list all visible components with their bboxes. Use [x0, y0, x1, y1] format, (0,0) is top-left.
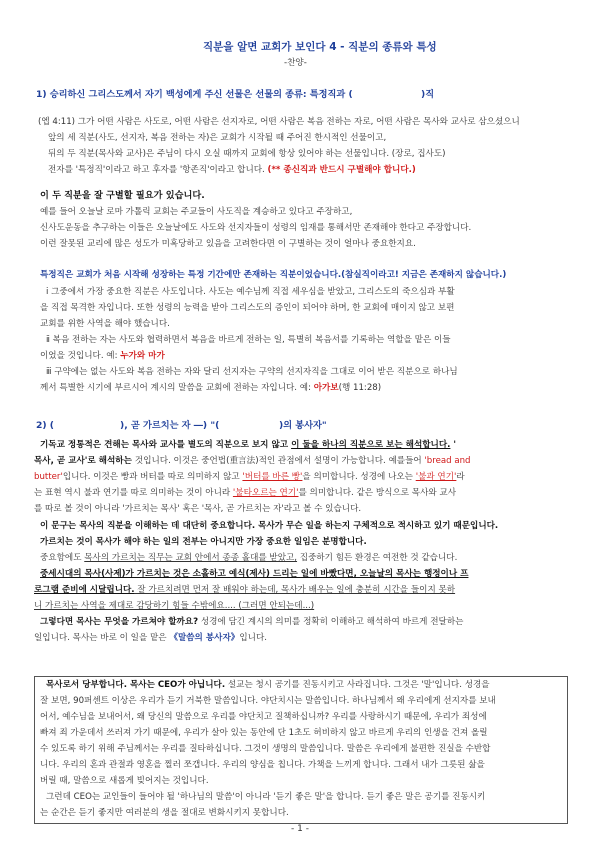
sec2-para-6: 중요함에도 목사의 가르치는 직무는 교회 안에서 종종 홀대를 받았고, 집중하기 힘든 환경은 여전한 것 같습니다. [40, 553, 458, 563]
sec1-para-3: 뒤의 두 직분(목사와 교사)은 주님이 다시 오실 때까지 교회에 항상 있어야 하는 선물입니다. (장로, 집사도) [48, 149, 446, 159]
quote-line-9: 는 순간은 듣기 좋지만 여러분의 생을 절대로 변화시키지 못합니다. [40, 808, 289, 818]
sec1-verse: (엡 4:11) 그가 어떤 사람은 사도로, 어떤 사람은 선지자로, 어떤 사람은 복음 전하는 자로, 어떤 사람은 목사와 교사로 삼으셨으니 [38, 117, 520, 127]
sec1-para-7: 이런 잘못된 교리에 많은 성도가 미혹당하고 있음을 고려한다면 이 구별하는 것이 얼마나 중요한지요. [40, 239, 416, 249]
sec1-para-4: 전자를 '특정직'이라고 하고 후자를 '항존직'이라고 합니다. (** 종신직과 반드시 구별해야 합니다.) [48, 165, 416, 175]
sec2-key-2: 가르치는 것이 목사가 해야 하는 일의 전부는 아니지만 가장 중요한 일임은 분명합니다. [40, 537, 367, 547]
section2-heading-b: ), 곧 가르치는 자 ―) "( [120, 420, 220, 431]
item-iii-line-1: ⅲ 구약에는 없는 사도와 복음 전하는 자와 달리 선지자는 구약의 선지자직을 그대로 이어 받은 직분으로 하나님 [46, 367, 458, 377]
page-subtitle: -찬양- [284, 58, 307, 68]
item-i-line-1: ⅰ 그중에서 가장 중요한 직분은 사도입니다. 사도는 예수님께 직접 세우심을 받았고, 그리스도의 죽으심과 부활 [46, 287, 455, 297]
item-iii-line-2: 께서 특별한 시기에 부르시어 계시의 말씀을 교회에 전하는 자입니다. 예: 아가보(행 11:28) [40, 383, 382, 393]
sec1-heading-2: 이 두 직분을 잘 구별할 필요가 있습니다. [40, 190, 205, 201]
quote-line-6: 니다. 우리의 혼과 관절과 영혼을 찔러 쪼갭니다. 우리의 양심을 칩니다. 가책을 느끼게 합니다. 그래서 내가 그릇된 삶을 [40, 760, 485, 770]
quote-line-5: 수 있도록 하기 위해 주님께서는 우리를 질타하십니다. 그것이 생명의 말씀입니다. 말씀은 우리에게 불편한 진실을 수반합 [40, 744, 491, 754]
sec2-para-4: 는 표현 역시 불과 연기를 따로 의미하는 것이 아니라 '불타오르는 연기'를 의미합니다. 같은 방식으로 목사와 교사 [34, 488, 457, 498]
quote-line-1: 목사로서 당부합니다. 목사는 CEO가 아닙니다. 설교는 청시 공기를 진동시키고 사라집니다. 그것은 '말'입니다. 성경을 [46, 680, 490, 690]
sec2-para-1: 기독교 정통적은 견해는 목사와 교사를 별도의 직분으로 보지 않고 이 둘을 하나의 직분으로 보는 해석합니다. ' [40, 440, 457, 450]
quote-line-3: 어서, 예수님을 보내어서, 왜 당신의 말씀으로 우리를 야단치고 질책하십니까? 우리를 사랑하시기 때문에, 우리가 죄성에 [40, 712, 487, 722]
page-number: - 1 - [291, 824, 309, 834]
sec1-para-6: 신사도운동을 추구하는 이들은 오늘날에도 사도와 선지자들이 성령의 임재를 통해서만 존재해야 한다고 주장합니다. [40, 223, 472, 233]
section2-heading-c: )의 봉사자" [279, 420, 327, 431]
section1-heading-a: 1) 승리하신 그리스도께서 자기 백성에게 주신 선물은 선물의 종류: 특정직과 ( [36, 89, 353, 100]
quote-line-4: 빠져 죄 가운데서 쓰러져 가기 때문에, 우리가 살아 있는 동안에 단 1초도 허비하지 않고 바르게 우리의 인생을 건져 올릴 [40, 728, 488, 738]
item-ii-line-2: 이었을 것입니다. 예: 누가와 마가 [40, 351, 165, 361]
section1-heading-b: )직 [421, 89, 435, 100]
item-i-line-3: 교회를 위한 사역을 해야 했습니다. [40, 319, 170, 329]
sec2-para-7: 중세시대의 목사(사제)가 가르치는 것은 소홀하고 예식(제사) 드리는 일에 바빴다면, 오늘날의 목사는 행정이나 프 [40, 569, 469, 579]
sec1-heading-3: 특정직은 교회가 처음 시작해 성장하는 특정 기간에만 존재하는 직분이었습니다.(참실직이라고! 지금은 존재하지 않습니다.) [40, 270, 507, 280]
page-title: 직분을 알면 교회가 보인다 4 - 직분의 종류와 특성 [203, 41, 437, 53]
item-ii-line-1: ⅱ 복음 전하는 자는 사도와 협력하면서 복음을 바르게 전하는 일, 특별히 복음서를 기록하는 역할을 맡은 이들 [46, 335, 451, 345]
quote-line-8: 그런데 CEO는 교인들이 들어야 될 '하나님의 말씀'이 아니라 '듣기 좋은 말'을 합니다. 듣기 좋은 말은 공기를 진동시키 [46, 792, 486, 802]
sec2-para-10: 그렇다면 목사는 무엇을 가르쳐야 할까요? 성경에 담긴 계시의 의미를 정확히 이해하고 해석하여 바르게 전달하는 [40, 617, 464, 627]
sec2-key-1: 이 문구는 목사의 직분을 이해하는 데 대단히 중요합니다. 목사가 무슨 일을 하는지 구체적으로 적시하고 있기 때문입니다. [40, 521, 499, 531]
sec2-para-8: 로그램 준비에 시달립니다. 잘 가르치려면 먼저 잘 배워야 하는데, 목사가 배우는 일에 충분히 시간을 들이지 못하 [34, 585, 456, 595]
sec2-para-3: butter'입니다. 이것은 빵과 버터를 따로 의미하지 않고 '버터를 바른 빵'을 의미합니다. 성경에 나오는 '불과 연기'라 [34, 472, 465, 482]
item-i-line-2: 을 직접 목격한 자입니다. 또한 성령의 능력을 받아 그리스도의 증인이 되어야 하며, 한 교회에 매이지 않고 보편 [40, 303, 455, 313]
sec1-para-2: 앞의 세 직분(사도, 선지자, 복음 전하는 자)은 교회가 시작될 때 주어진 한시적인 선물이고, [48, 133, 387, 143]
sec2-para-9: 니 가르치는 사역을 제대로 감당하기 힘들 수밖에요.... (그러면 안되는데...) [34, 601, 315, 611]
quote-line-2: 잘 보면, 90퍼센트 이상은 우리가 듣기 거북한 말씀입니다. 야단치시는 말씀입니다. 하나님께서 왜 우리에게 선지자를 보내 [40, 696, 496, 706]
sec2-para-5: 를 따로 볼 것이 아니라 '가르치는 목사' 혹은 '목사, 곧 가르치는 자'라고 볼 수 있습니다. [34, 504, 362, 514]
sec2-para-11: 일입니다. 목사는 바로 이 일을 맡은 《말씀의 봉사자》입니다. [34, 633, 267, 643]
sec1-para-5: 예를 들어 오늘날 로마 가톨릭 교회는 주교들이 사도직을 계승하고 있다고 주장하고, [40, 207, 353, 217]
quote-line-7: 버릴 때, 말씀으로 새롭게 빚어지는 것입니다. [40, 776, 209, 786]
section2-heading-a: 2) ( [36, 420, 54, 431]
sec2-para-2: 목사, 곧 교사'로 해석하는 것입니다. 이것은 중언법(重言法)적인 관점에서 설명이 가능합니다. 예를들어 'bread and [34, 456, 471, 466]
